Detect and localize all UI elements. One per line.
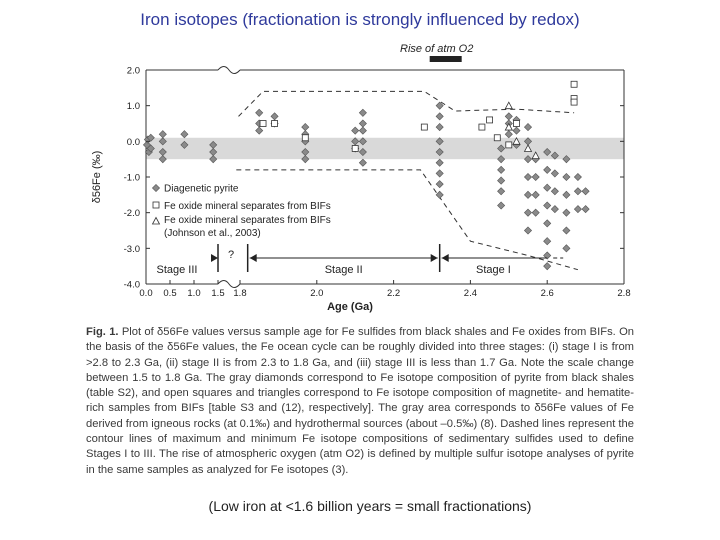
pyrite-point <box>436 181 443 188</box>
legend-label-johnson-line1: Fe oxide mineral separates from BIFs <box>164 215 331 226</box>
pyrite-point <box>551 170 558 177</box>
pyrite-point <box>498 166 505 173</box>
x-tick-label: 1.8 <box>233 288 247 299</box>
pyrite-point <box>505 113 512 120</box>
x-tick-label: 2.4 <box>463 288 478 299</box>
x-axis-title: Age (Ga) <box>327 301 373 313</box>
stage-label: Stage II <box>324 264 363 276</box>
pyrite-point <box>524 191 531 198</box>
y-tick-label: 0.0 <box>126 136 140 148</box>
stage-annotations <box>157 244 564 276</box>
y-tick-label: 2.0 <box>126 65 140 77</box>
y-tick-label: -2.0 <box>123 208 140 220</box>
pyrite-point <box>544 220 551 227</box>
y-tick-label: -3.0 <box>123 243 140 255</box>
pyrite-point <box>532 209 539 216</box>
figure-caption <box>86 325 634 478</box>
pyrite-point <box>563 191 570 198</box>
x-tick-label: 0.5 <box>163 288 177 299</box>
bif-square-point <box>260 121 266 127</box>
pyrite-point <box>498 177 505 184</box>
stage-arrowhead <box>442 254 449 262</box>
x-tick-label: 2.8 <box>617 288 631 299</box>
y-tick-label: -1.0 <box>123 172 140 184</box>
pyrite-point <box>563 173 570 180</box>
y-tick-label: -4.0 <box>123 279 140 291</box>
stage-label: Stage III <box>156 264 198 276</box>
pyrite-point <box>359 159 366 166</box>
pyrite-point <box>563 209 570 216</box>
pyrite-point <box>563 245 570 252</box>
y-tick-label: 1.0 <box>126 101 140 113</box>
x-tick-label: 1.0 <box>187 288 201 299</box>
pyrite-point <box>436 191 443 198</box>
stage-arrowhead <box>431 254 438 262</box>
pyrite-point <box>563 227 570 234</box>
legend-label-johnson-line2: (Johnson et al., 2003) <box>164 228 261 239</box>
pyrite-point <box>524 173 531 180</box>
bif-square-point <box>272 121 278 127</box>
pyrite-point <box>359 109 366 116</box>
bif-square-point <box>571 81 577 87</box>
pyrite-point <box>544 263 551 270</box>
oxygen-annotation: Rise of atm O2 <box>400 43 474 55</box>
pyrite-point <box>582 206 589 213</box>
pyrite-point <box>574 206 581 213</box>
x-tick-label: 2.2 <box>386 288 401 299</box>
pyrite-point <box>524 227 531 234</box>
pyrite-point <box>574 188 581 195</box>
pyrite-point <box>513 127 520 134</box>
pyrite-point <box>256 109 263 116</box>
bif-square-point <box>302 135 308 141</box>
pyrite-point <box>359 120 366 127</box>
pyrite-point <box>352 127 359 134</box>
pyrite-point <box>524 123 531 130</box>
pyrite-point <box>498 202 505 209</box>
pyrite-point <box>544 184 551 191</box>
pyrite-point <box>271 113 278 120</box>
upper-contour-line <box>239 91 575 116</box>
pyrite-point <box>532 173 539 180</box>
pyrite-point <box>544 166 551 173</box>
y-axis-title: δ56Fe (‰) <box>91 150 103 204</box>
pyrite-point <box>582 188 589 195</box>
pyrite-point <box>436 113 443 120</box>
pyrite-point <box>359 127 366 134</box>
pyrite-point <box>544 238 551 245</box>
x-tick-label: 0.0 <box>139 288 153 299</box>
bif-square-point <box>506 142 512 148</box>
x-tick-label: 2.0 <box>310 288 324 299</box>
stage-arrowhead <box>211 254 218 262</box>
pyrite-point <box>574 173 581 180</box>
stage-question-mark: ? <box>227 249 235 261</box>
pyrite-point <box>436 159 443 166</box>
pyrite-point <box>544 202 551 209</box>
legend-square-icon <box>153 202 159 208</box>
bif-square-point <box>513 121 519 127</box>
legend <box>152 184 333 240</box>
slide-title: Iron isotopes (fractionation is strongly influenced by redox) <box>140 10 580 29</box>
pyrite-point <box>498 188 505 195</box>
pyrite-point <box>551 206 558 213</box>
axis-ticks <box>124 66 631 300</box>
legend-label-pyrite: Diagenetic pyrite <box>164 183 239 195</box>
oxygen-bar <box>430 56 462 62</box>
stage-label: Stage I <box>476 264 511 276</box>
pyrite-point <box>181 131 188 138</box>
pyrite-point <box>159 131 166 138</box>
bif-square-point <box>494 135 500 141</box>
axis-break-top <box>218 67 240 74</box>
pyrite-point <box>436 170 443 177</box>
axis-break-bottom <box>218 281 240 288</box>
x-tick-label: 2.6 <box>540 288 554 299</box>
bif-square-point <box>571 99 577 105</box>
pyrite-point <box>505 131 512 138</box>
bif-square-point <box>479 124 485 130</box>
legend-label-bif: Fe oxide mineral separates from BIFs <box>164 201 331 212</box>
x-tick-label: 1.5 <box>211 288 225 299</box>
bif-square-point <box>421 124 427 130</box>
stage-arrowhead <box>250 254 257 262</box>
pyrite-point <box>524 209 531 216</box>
legend-label-johnson <box>164 215 334 239</box>
legend-diamond-icon <box>152 184 159 191</box>
footer-note: (Low iron at <1.6 billion years = small fractionations) <box>208 498 532 514</box>
caption-text: Plot of δ56Fe values versus sample age for Fe sulfides from black shales and Fe oxides from BIFs. On the basis of the δ56Fe values, the Fe ocean cycle can be roughly divided into three stages: (i) stage I is from >2.8 to 2.3 Ga, (ii) stage II is from 2.3 to 1.8 Ga, and (iii) stage III is less than 1.7 Ga. Note the scale change between 1.5 to 1.8 Ga. The gray diamonds correspond to Fe isotope composition of pyrite from black shales (table S2), and open squares and triangles correspond to Fe isotope composition of magnetite- and hematite-rich samples from BIFs [table S3 and (12), respectively]. The gray area corresponds to δ56Fe values of Fe derived from igneous rocks (at 0.1‰) and hydrothermal sources (about –0.5‰) (8). Dashed lines represent the contour lines of maximum and minimum Fe isotope compositions of sedimentary sulfides used to define Stages I to III. The rise of atmospheric oxygen (atm O2) is defined by multiple sulfur isotope analyses of pyrite in the same samples as analyzed for Fe isotopes (3). <box>86 326 635 476</box>
pyrite-point <box>302 123 309 130</box>
pyrite-point <box>256 127 263 134</box>
caption-fig-label: Fig. 1. <box>86 326 119 338</box>
bif-triangle-point <box>505 102 512 109</box>
bif-square-point <box>352 145 358 151</box>
pyrite-point <box>551 188 558 195</box>
bif-square-point <box>487 117 493 123</box>
legend-triangle-icon <box>153 218 160 225</box>
pyrite-point <box>532 191 539 198</box>
pyrite-point <box>436 123 443 130</box>
